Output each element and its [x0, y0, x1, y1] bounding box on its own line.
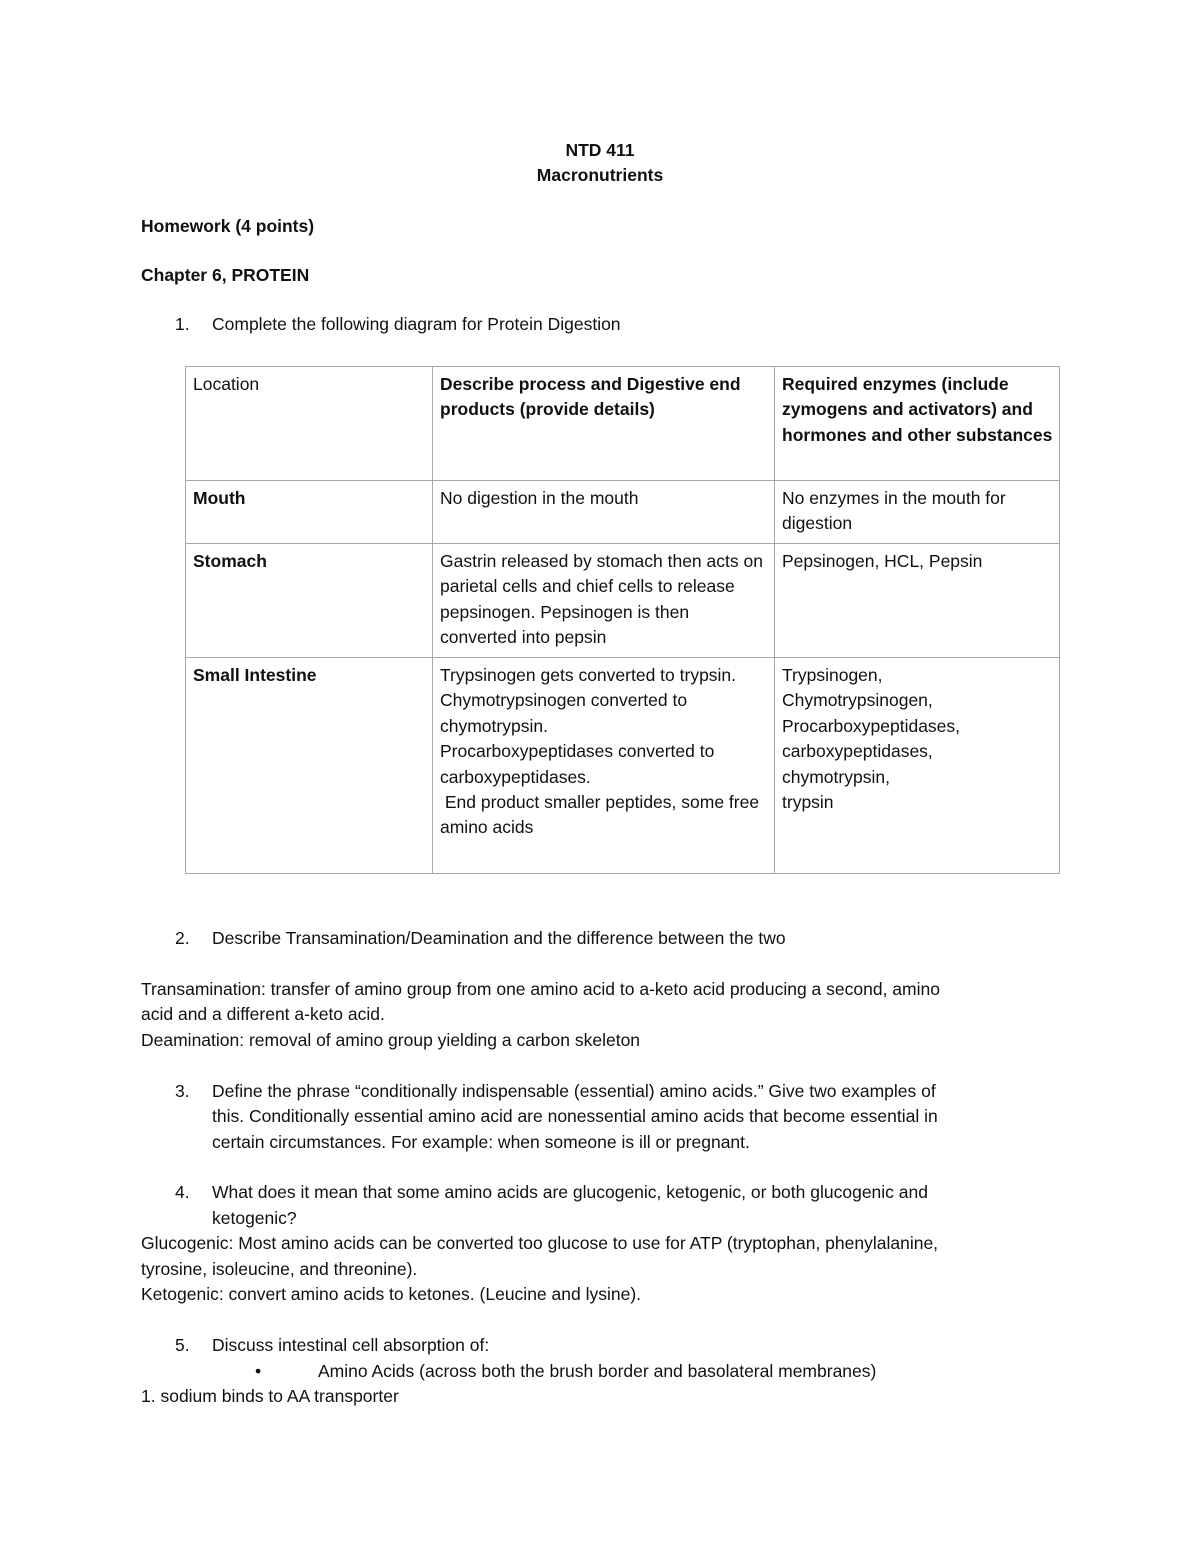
location-cell: Mouth	[186, 481, 433, 544]
process-text: Gastrin released by stomach then acts on parietal cells and chief cells to release pepsinogen. Pepsinogen is then converted into pepsin	[440, 551, 768, 648]
enzymes-text: Trypsinogen,	[782, 665, 883, 685]
process-cell	[433, 544, 775, 658]
bullet-icon: •	[255, 1361, 262, 1381]
process-text: No digestion in the mouth	[440, 488, 639, 508]
q2-answer-line: Deamination: removal of amino group yielding a carbon skeleton	[141, 1030, 641, 1050]
q1-number: 1.	[175, 314, 190, 334]
q4-line: What does it mean that some amino acids are glucogenic, ketogenic, or both glucogenic and	[212, 1182, 928, 1202]
q4-number: 4.	[175, 1182, 190, 1202]
enzymes-cell	[775, 544, 1060, 658]
header-location: Location	[186, 367, 433, 481]
location-cell: Stomach	[186, 544, 433, 658]
table-header-row	[186, 367, 1060, 481]
enzymes-cell	[775, 658, 1060, 874]
enzymes-text: chymotrypsin,	[782, 766, 890, 787]
q4-line: ketogenic?	[212, 1208, 297, 1228]
q4-answer-line: Ketogenic: convert amino acids to ketones. (Leucine and lysine).	[141, 1284, 642, 1304]
process-cell	[433, 481, 775, 544]
protein-digestion-table	[185, 366, 1060, 874]
q4-answer-line: tyrosine, isoleucine, and threonine).	[141, 1259, 418, 1279]
q2-answer-line: Transamination: transfer of amino group from one amino acid to a-keto acid producing a second, amino	[141, 979, 940, 999]
process-cell	[433, 658, 775, 874]
q5-bullet-text: Amino Acids (across both the brush border and basolateral membranes)	[318, 1361, 877, 1381]
process-text: End product smaller peptides, some free amino acids	[440, 792, 764, 838]
enzymes-text: Chymotrypsinogen,	[782, 690, 933, 711]
process-text: Procarboxypeptidases converted to carboxypeptidases.	[440, 741, 720, 787]
process-text: Trypsinogen gets converted to trypsin.	[440, 665, 737, 685]
q5-text: Discuss intestinal cell absorption of:	[212, 1335, 490, 1355]
subject-title: Macronutrients	[536, 165, 664, 185]
q4-answer-line: Glucogenic: Most amino acids can be converted too glucose to use for ATP (tryptophan, phenylalanine,	[141, 1233, 939, 1253]
enzymes-text: Pepsinogen, HCL, Pepsin	[782, 551, 983, 571]
enzymes-text: trypsin	[782, 792, 834, 813]
enzymes-text: carboxypeptidases,	[782, 741, 933, 762]
enzymes-text: Procarboxypeptidases,	[782, 715, 961, 736]
q2-answer-line: acid and a different a-keto acid.	[141, 1004, 385, 1024]
process-text: Chymotrypsinogen converted to chymotrypsin.	[440, 690, 692, 736]
q5-answer-line: 1. sodium binds to AA transporter	[141, 1386, 399, 1406]
q5-number: 5.	[175, 1335, 190, 1355]
chapter-heading: Chapter 6, PROTEIN	[141, 265, 310, 285]
course-title: NTD 411	[565, 140, 635, 160]
header-enzymes: Required enzymes (include zymogens and activators) and hormones and other substances	[775, 367, 1060, 481]
q3-line: certain circumstances. For example: when someone is ill or pregnant.	[212, 1132, 750, 1152]
enzymes-text: No enzymes in the mouth for digestion	[782, 488, 1011, 534]
homework-heading: Homework (4 points)	[141, 216, 315, 236]
q2-text: Describe Transamination/Deamination and the difference between the two	[212, 928, 786, 948]
q2-number: 2.	[175, 928, 190, 948]
location-cell: Small Intestine	[186, 658, 433, 874]
table-row	[186, 658, 1060, 874]
q3-line: this. Conditionally essential amino acid are nonessential amino acids that become essential in	[212, 1106, 938, 1126]
header-process: Describe process and Digestive end products (provide details)	[433, 367, 775, 481]
table-row	[186, 544, 1060, 658]
table-row	[186, 481, 1060, 544]
enzymes-cell	[775, 481, 1060, 544]
q1-text: Complete the following diagram for Protein Digestion	[212, 314, 621, 334]
q3-line: Define the phrase “conditionally indispensable (essential) amino acids.” Give two examples of	[212, 1081, 936, 1101]
q3-number: 3.	[175, 1081, 190, 1101]
